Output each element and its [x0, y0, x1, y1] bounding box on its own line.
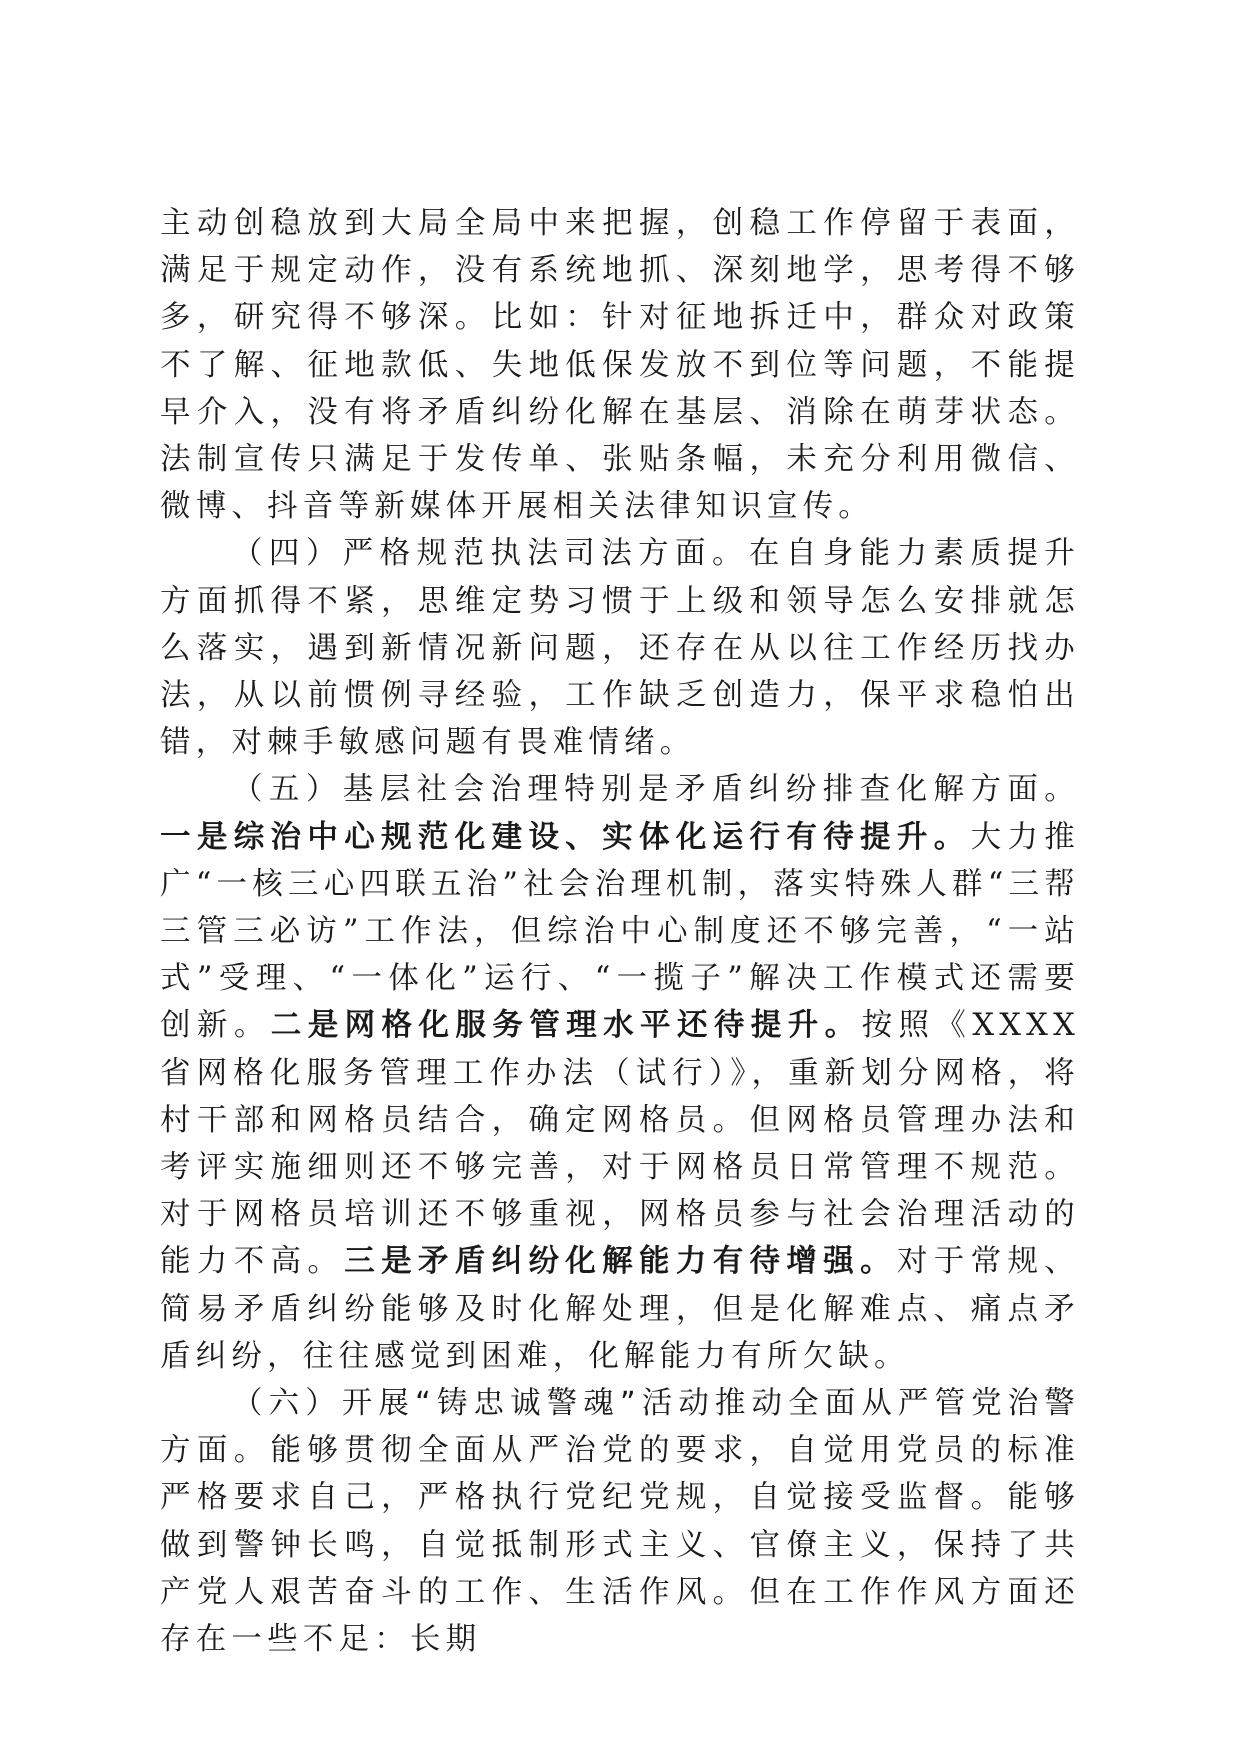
paragraph-text: 在自身能力素质提升方面抓得不紧，思维定势习惯于上级和领导怎么安排就怎么落实，遇到新情况新问题，还存在从以往工作经历找办法，从以前惯例寻经验，工作缺乏创造力，保平求稳怕出错，对棘手敏感问题有畏难情绪。 — [160, 536, 1080, 761]
bold-point-1: 一是综治中心规范化建设、实体化运行有待提升。 — [160, 819, 971, 855]
bold-point-3: 三是矛盾纠纷化解能力有待增强。 — [344, 1244, 897, 1280]
document-body — [160, 200, 1080, 1663]
paragraph-text: 能够贯彻全面从严治党的要求，自觉用党员的标准严格要求自己，严格执行党纪党规，自觉接受监督。能够做到警钟长鸣，自觉抵制形式主义、官僚主义，保持了共产党人艰苦奋斗的工作、生活作风。但在工作作风方面还存在一些不足：长期 — [160, 1433, 1080, 1658]
section-heading-5: （五）基层社会治理特别是矛盾纠纷排查化解方面。 — [232, 772, 1080, 808]
section-heading-4: （四）严格规范执法司法方面。 — [232, 536, 749, 572]
paragraph-party-discipline — [160, 1380, 1080, 1663]
paragraph-text: 对于常规、简易矛盾纠纷能够及时化解处理，但是化解难点、痛点矛盾纠纷，往往感觉到困难，化解能力有所欠缺。 — [160, 1244, 1081, 1374]
paragraph-social-governance — [160, 766, 1080, 1380]
paragraph-text: 按照《XXXX省网格化服务管理工作办法（试行）》，重新划分网格，将村干部和网格员结合，确定网格员。但网格员管理办法和考评实施细则还不够完善，对于网格员日常管理不规范。对于网格员培训还不够重视，网格员参与社会治理活动的能力不高。 — [160, 1008, 1080, 1280]
paragraph-text: 主动创稳放到大局全局中来把握，创稳工作停留于表面，满足于规定动作，没有系统地抓、深刻地学，思考得不够多，研究得不够深。比如：针对征地拆迁中，群众对政策不了解、征地款低、失地低保发放不到位等问题，不能提早介入，没有将矛盾纠纷化解在基层、消除在萌芽状态。法制宣传只满足于发传单、张贴条幅，未充分利用微信、微博、抖音等新媒体开展相关法律知识宣传。 — [160, 206, 1080, 525]
section-heading-6: （六）开展“铸忠诚警魂”活动推动全面从严管党治警方面。 — [160, 1386, 1080, 1469]
paragraph-creating-stability — [160, 200, 1080, 530]
bold-point-2: 二是网格化服务管理水平还待提升。 — [270, 1008, 862, 1044]
paragraph-law-enforcement — [160, 530, 1080, 766]
paragraph-text: 大力推广“一核三心四联五治”社会治理机制，落实特殊人群“三帮三管三必访”工作法，但综治中心制度还不够完善，“一站式”受理、“一体化”运行、“一揽子”解决工作模式还需要创新。 — [160, 819, 1080, 1044]
